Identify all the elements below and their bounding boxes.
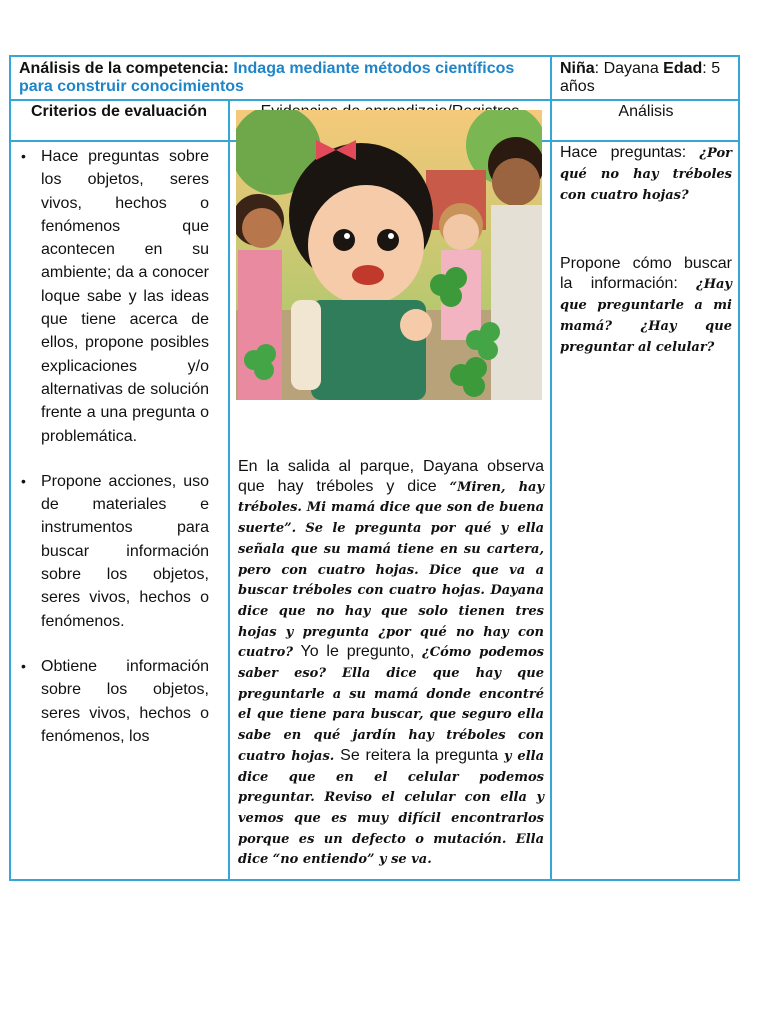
criteria-list — [15, 145, 209, 748]
age-value: : 5 años — [560, 60, 721, 95]
competency-title — [19, 60, 544, 96]
child-name: : Dayana — [594, 60, 659, 77]
criteria-cell — [15, 145, 209, 770]
main-child-face — [308, 185, 424, 305]
evidence-quote-3: y ella dice que en el celular podemos preguntar. Reviso el celular con ella y vemos que es muy difícil encontrarlos porque es un defecto o mutación. Ella dice “no entiendo” y se va. — [238, 748, 544, 868]
child-shirt — [491, 205, 542, 400]
eye-icon — [377, 229, 399, 251]
competency-prefix: Análisis de la competencia: — [19, 60, 229, 77]
analysis-entry-2 — [560, 254, 732, 358]
analysis-label-1: Hace preguntas: — [560, 144, 687, 161]
analysis-question-1: ¿Por qué no hay tréboles con cuatro hojas? — [560, 146, 732, 203]
evidence-quote-2: ¿Cómo podemos saber eso? Ella dice que hay que preguntarle a su mamá donde encontré el que tiene para buscar, que seguro ella sabe en qué jardín hay tréboles con cuatro hojas. — [238, 645, 544, 764]
criteria-item: • Obtiene información sobre los objetos, seres vivos, hechos o fenómenos, los — [15, 655, 209, 748]
mouth-icon — [352, 265, 384, 285]
column-divider — [550, 57, 552, 879]
criteria-header — [21, 103, 217, 121]
row-divider — [11, 99, 738, 101]
criteria-item: • Hace preguntas sobre los objetos, seres vivos, hechos o fenómenos que acontecen en su ambiente; da a conocer loque sabe y las ideas que tiene acerca de ellos, propone posibles explicaciones y/o alternativas de solución frente a una pregunta o problemática. — [15, 145, 209, 448]
child-face — [492, 158, 540, 206]
child-label: Niña — [560, 60, 595, 77]
analysis-question-2: ¿Hay que preguntarle a mi mamá? ¿Hay que preguntar al celular? — [560, 277, 732, 355]
competency-name: Indaga mediante métodos científicos para construir conocimientos — [19, 60, 515, 95]
criteria-item: • Propone acciones, uso de materiales e instrumentos para buscar información sobre los objetos, seres vivos, hechos o fenómenos. — [15, 470, 209, 633]
evidence-text — [238, 457, 544, 870]
analysis-cell — [560, 143, 732, 358]
evidence-text-2: Yo le pregunto, — [300, 643, 415, 661]
evidence-text-1: En la salida al parque, Dayana observa que hay tréboles y dice — [238, 458, 544, 495]
analysis-label-2: Propone cómo buscar la información: — [560, 255, 732, 292]
eye-highlight — [344, 233, 350, 239]
children-clover-illustration — [236, 110, 542, 400]
main-child-sleeve — [291, 300, 321, 390]
criteria-header-text: Criterios de evaluación — [30, 103, 208, 120]
analysis-entry-1 — [560, 143, 732, 206]
evidence-quote-1: “Miren, hay tréboles. Mi mamá dice que son de buena suerte”. Se le pregunta por qué y ella señala que su mamá tiene en su cartera, pero con cuatro hojas. Dice que va a buscar tréboles con cuatro hojas. Dayana dice que no hay que solo tienen tres hojas y pregunta ¿por qué no hay con cuatro? — [238, 479, 544, 661]
hand-icon — [400, 309, 432, 341]
child-face — [242, 208, 282, 248]
eye-icon — [333, 229, 355, 251]
child-info — [560, 60, 738, 96]
column-divider — [228, 99, 230, 879]
age-label: Edad — [663, 60, 703, 77]
evidence-text-3: Se reitera la pregunta — [340, 746, 499, 764]
analysis-header: Análisis — [618, 103, 674, 120]
child-face — [443, 214, 479, 250]
eye-highlight — [388, 233, 394, 239]
